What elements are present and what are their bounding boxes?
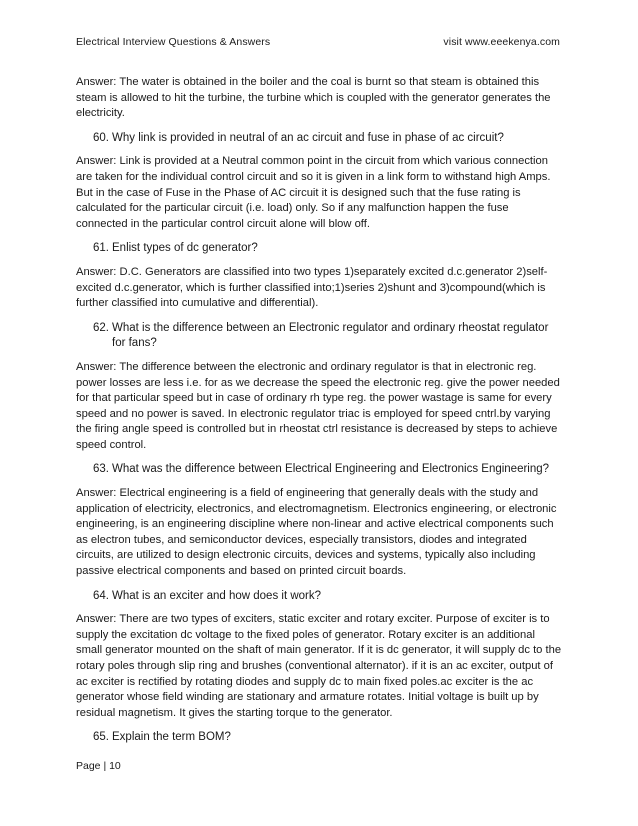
question-60	[76, 131, 562, 147]
question-number: 62.	[93, 321, 109, 334]
page-number: Page | 10	[76, 760, 121, 772]
question-text: What is an exciter and how does it work?	[112, 589, 322, 602]
question-text: What is the difference between an Electronic regulator and ordinary rheostat regulator for fans?	[112, 321, 549, 350]
question-text: What was the difference between Electrical Engineering and Electronics Engineering?	[112, 463, 550, 476]
question-63	[76, 462, 562, 478]
question-number: 63.	[93, 463, 109, 476]
question-number: 61.	[93, 242, 109, 255]
question-text: Why link is provided in neutral of an ac circuit and fuse in phase of ac circuit?	[112, 131, 504, 144]
answer-60: Answer: Link is provided at a Neutral common point in the circuit from which various connection are taken for the individual control circuit and so it is given in a link form to withstand high Amps. But in the case of Fuse in the Phase of AC circuit it is designed such that the fuse rating is calculated for the particular circuit (i.e. load) only. So if any malfunction happen the fuse connected in the particular control circuit alone will blow off.	[76, 155, 551, 230]
answer-61: Answer: D.C. Generators are classified into two types 1)separately excited d.c.generator 2)self-excited d.c.generator, which is further classified into;1)series 2)shunt and 3)compound(which is further classified into cumulative and differential).	[76, 265, 548, 310]
page-footer	[76, 760, 121, 772]
question-62	[76, 321, 562, 352]
header-title: Electrical Interview Questions & Answers	[76, 36, 271, 48]
question-number: 64.	[93, 589, 109, 602]
answer-64: Answer: There are two types of exciters, static exciter and rotary exciter. Purpose of exciter is to supply the excitation dc voltage to the fixed poles of generator. Rotary exciter is an additional small generator mounted on the shaft of main generator. If it is dc generator, it will supply dc to the rotary poles through slip ring and brushes (conventional alternator). if it is an ac exciter, output of ac exciter is rectified by rotating diodes and supply dc to main fixed poles.ac exciter is the ac generator whose field winding are stationary and armature rotates. Initial voltage is built up by residual magnetism. It gives the starting torque to the generator.	[76, 613, 562, 719]
question-64	[76, 589, 562, 605]
question-number: 60.	[93, 131, 109, 144]
document-body	[76, 75, 562, 754]
question-number: 65.	[93, 731, 109, 744]
answer-59: Answer: The water is obtained in the boiler and the coal is burnt so that steam is obtained this steam is allowed to hit the turbine, the turbine which is coupled with the generator generates the electricity.	[76, 76, 551, 120]
question-61	[76, 241, 562, 257]
answer-63: Answer: Electrical engineering is a field of engineering that generally deals with the study and application of electricity, electronics, and electromagnetism. Electronics engineering, or electronic engineering, is an engineering discipline where non-linear and active electrical components such as electron tubes, and semiconductor devices, especially transistors, diodes and integrated circuits, are utilized to design electronic circuits, devices and systems, typically also including passive electrical components and based on printed circuit boards.	[76, 487, 557, 578]
header-website: visit www.eeekenya.com	[443, 36, 560, 48]
question-65	[76, 730, 562, 746]
page-header	[76, 36, 560, 48]
answer-62: Answer: The difference between the electronic and ordinary regulator is that in electronic reg. power losses are less i.e. for as we decrease the speed the electronic reg. give the power needed for that particular speed but in case of ordinary rh type reg. the power wastage is same for every speed and no power is saved. In electronic regulator triac is employed for speed cntrl.by varying the firing angle speed is controlled but in rheostat ctrl resistance is decreased by steps to achieve speed control.	[76, 360, 560, 451]
question-text: Explain the term BOM?	[112, 731, 231, 744]
question-text: Enlist types of dc generator?	[112, 242, 258, 255]
